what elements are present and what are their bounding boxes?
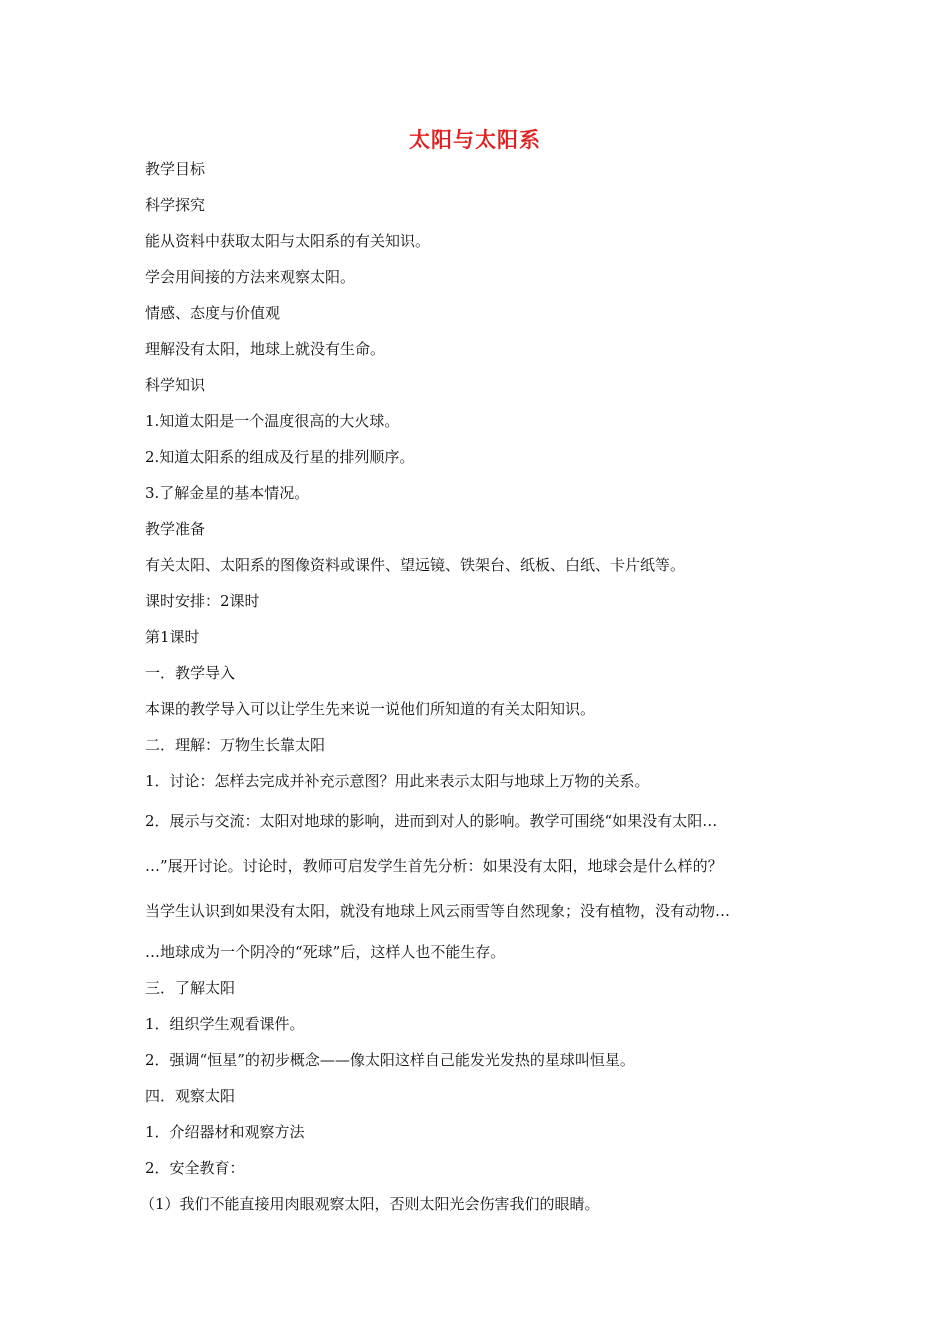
list-item: 2．展示与交流：太阳对地球的影响，进而到对人的影响。教学可围绕“如果没有太阳…	[145, 812, 718, 830]
subheading-scientific-knowledge: 科学知识	[145, 376, 206, 394]
list-item: 3.了解金星的基本情况。	[145, 484, 310, 502]
subheading-emotion-attitude-values: 情感、态度与价值观	[145, 304, 281, 322]
paragraph: 学会用间接的方法来观察太阳。	[145, 268, 356, 286]
list-item: 2．安全教育：	[145, 1159, 245, 1177]
paragraph: 本课的教学导入可以让学生先来说一说他们所知道的有关太阳知识。	[145, 700, 596, 718]
list-item: 2.知道太阳系的组成及行星的排列顺序。	[145, 448, 415, 466]
document-title: 太阳与太阳系	[409, 128, 541, 152]
heading-teaching-goals: 教学目标	[145, 160, 206, 178]
paragraph-continuation: …地球成为一个阴冷的“死球”后，这样人也不能生存。	[145, 943, 506, 961]
section-heading-3: 三．了解太阳	[145, 979, 236, 997]
section-heading-4: 四．观察太阳	[145, 1087, 236, 1105]
list-item: （1）我们不能直接用肉眼观察太阳，否则太阳光会伤害我们的眼睛。	[140, 1195, 600, 1213]
paragraph: 理解没有太阳，地球上就没有生命。	[145, 340, 386, 358]
section-heading-1: 一．教学导入	[145, 664, 236, 682]
paragraph: 能从资料中获取太阳与太阳系的有关知识。	[145, 232, 431, 250]
list-item: 2．强调“恒星”的初步概念——像太阳这样自己能发光发热的星球叫恒星。	[145, 1051, 635, 1069]
list-item: 1．讨论：怎样去完成并补充示意图？用此来表示太阳与地球上万物的关系。	[145, 772, 650, 790]
paragraph: 有关太阳、太阳系的图像资料或课件、望远镜、铁架台、纸板、白纸、卡片纸等。	[145, 556, 686, 574]
heading-lesson-1: 第1课时	[145, 628, 200, 646]
paragraph-continuation: …”展开讨论。讨论时，教师可启发学生首先分析：如果没有太阳，地球会是什么样的？	[145, 857, 723, 875]
document-body	[140, 151, 815, 1222]
paragraph-schedule: 课时安排：2课时	[145, 592, 260, 610]
heading-teaching-preparation: 教学准备	[145, 520, 206, 538]
paragraph-continuation: 当学生认识到如果没有太阳，就没有地球上风云雨雪等自然现象；没有植物，没有动物…	[145, 902, 731, 920]
subheading-scientific-inquiry: 科学探究	[145, 196, 206, 214]
list-item: 1.知道太阳是一个温度很高的大火球。	[145, 412, 400, 430]
section-heading-2: 二．理解：万物生长靠太阳	[145, 736, 326, 754]
list-item: 1．组织学生观看课件。	[145, 1015, 305, 1033]
list-item: 1．介绍器材和观察方法	[145, 1123, 305, 1141]
